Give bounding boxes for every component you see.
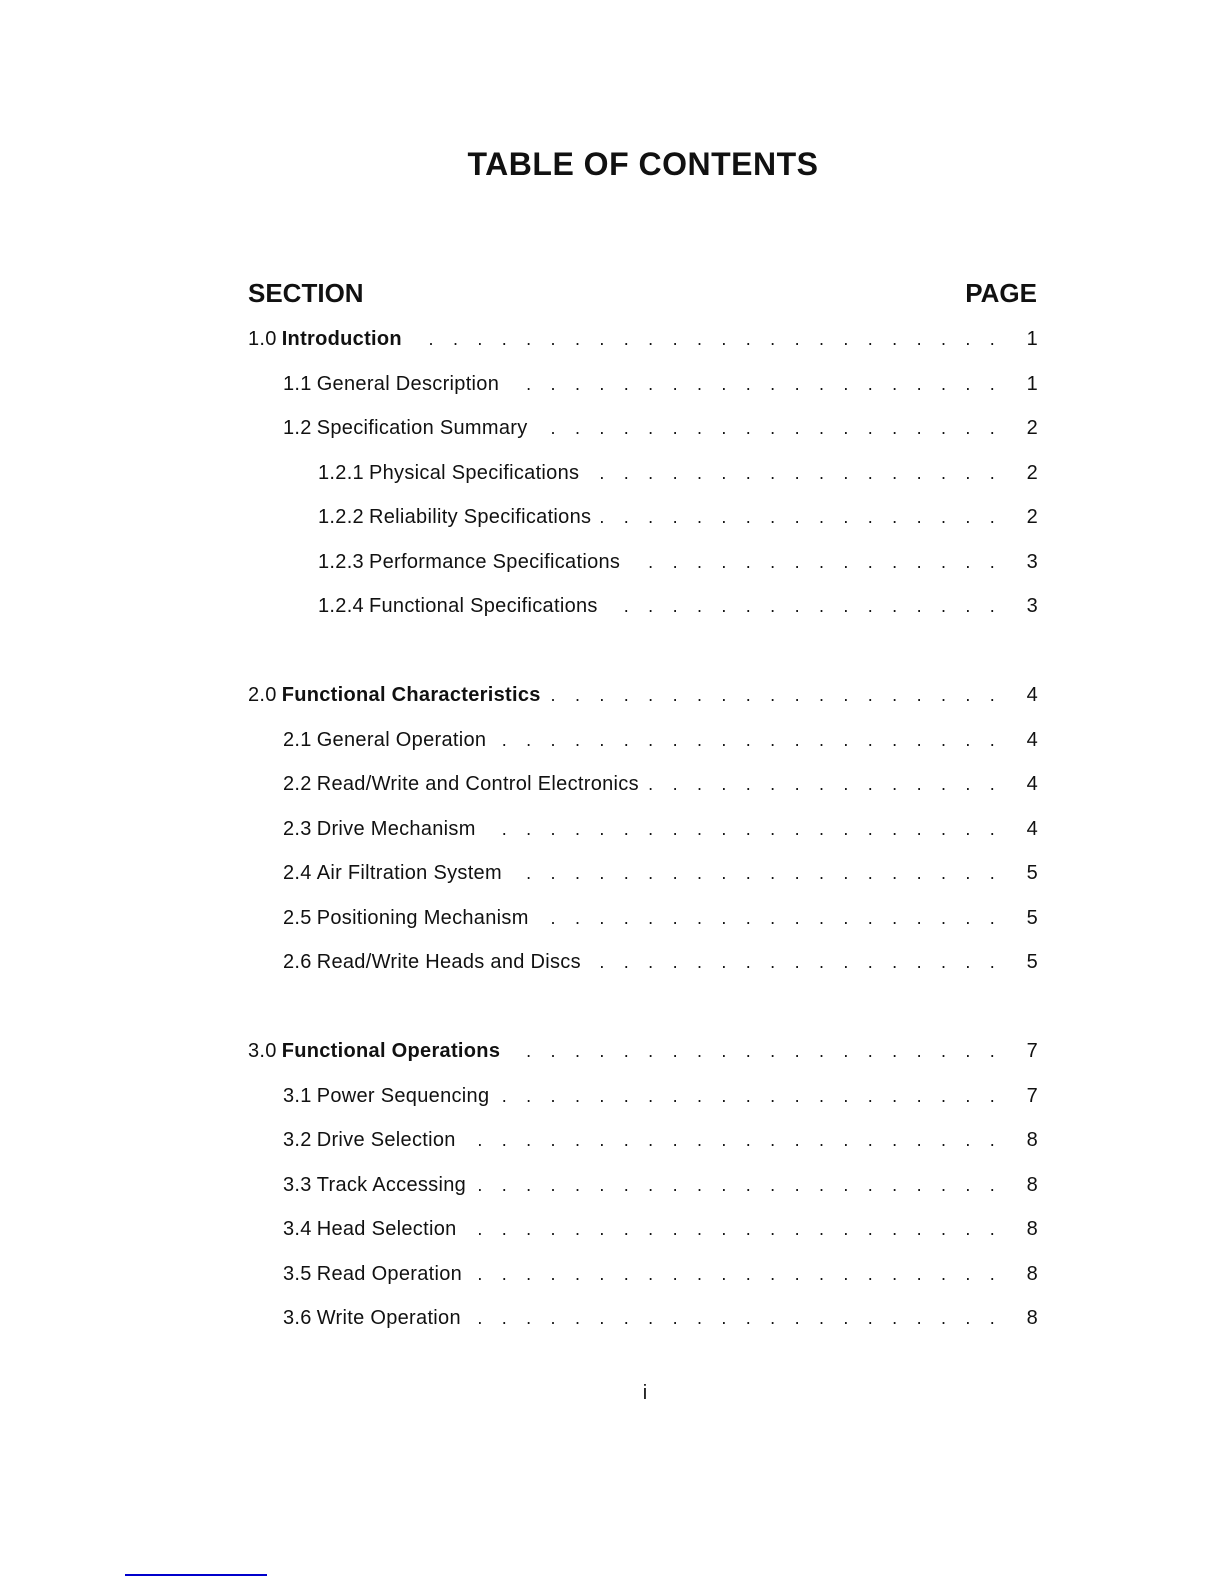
- toc-entry[interactable]: [248, 1129, 1038, 1174]
- leader-dots: [465, 1219, 1002, 1240]
- leader-dots: [464, 1130, 1002, 1151]
- leader-dots: [510, 863, 1002, 884]
- entry-number: 1.0: [248, 328, 277, 350]
- entry-number: 2.3: [283, 817, 312, 840]
- entry-page: 2: [1026, 417, 1038, 439]
- entry-page: 3: [1026, 550, 1038, 573]
- toc-entry[interactable]: [248, 862, 1038, 907]
- entry-number: 2.2: [283, 773, 312, 795]
- entry-title: Positioning Mechanism: [316, 906, 529, 929]
- entry-number: 3.3: [283, 1173, 312, 1196]
- entry-page: 7: [1026, 1040, 1038, 1062]
- entry-number: 1.2.2: [318, 506, 364, 528]
- toc-entry[interactable]: [248, 595, 1038, 640]
- entry-number: 3.6: [283, 1307, 312, 1329]
- entry-page: 4: [1026, 728, 1038, 751]
- entry-title: Physical Specifications: [368, 461, 580, 484]
- leader-dots: [536, 418, 1002, 439]
- entry-number: 1.2.1: [318, 461, 364, 484]
- entry-title: General Description: [316, 372, 500, 395]
- leader-dots: [497, 1086, 1002, 1107]
- page-title: TABLE OF CONTENTS: [467, 146, 819, 182]
- toc-entry[interactable]: [248, 773, 1038, 818]
- leader-dots: [507, 374, 1002, 395]
- entry-number: 2.4: [283, 862, 312, 884]
- entry-page: 1: [1026, 372, 1038, 395]
- entry-title: Functional Specifications: [368, 595, 598, 617]
- toc-list: [248, 328, 1038, 1396]
- entry-page: 7: [1026, 1084, 1038, 1107]
- entry-title: Write Operation: [316, 1307, 461, 1329]
- leader-dots: [628, 552, 1002, 573]
- entry-number: 1.2: [283, 417, 312, 439]
- leader-dots: [494, 730, 1002, 751]
- leader-dots: [589, 952, 1002, 973]
- entry-number: 3.4: [283, 1218, 312, 1240]
- entry-page: 5: [1026, 906, 1038, 929]
- entry-title: Air Filtration System: [316, 862, 502, 884]
- toc-section-group: [248, 1040, 1038, 1352]
- leader-dots: [474, 1175, 1002, 1196]
- toc-entry[interactable]: [248, 506, 1038, 551]
- entry-title: Head Selection: [316, 1218, 457, 1240]
- entry-number: 3.5: [283, 1262, 312, 1285]
- entry-title: Read Operation: [316, 1262, 463, 1285]
- page-column-header: PAGE: [965, 278, 1037, 308]
- toc-entry[interactable]: [248, 684, 1038, 729]
- entry-number: 1.2.4: [318, 595, 364, 617]
- leader-dots: [606, 596, 1002, 617]
- toc-entry[interactable]: [248, 818, 1038, 863]
- entry-page: 4: [1026, 684, 1038, 706]
- leader-dots: [410, 329, 1002, 350]
- entry-page: 2: [1026, 461, 1038, 484]
- entry-page: 4: [1026, 773, 1038, 795]
- entry-number: 2.6: [283, 951, 312, 973]
- bottom-rule: [125, 1574, 267, 1576]
- toc-entry[interactable]: [248, 951, 1038, 996]
- entry-page: 8: [1026, 1218, 1038, 1240]
- leader-dots: [647, 774, 1002, 795]
- toc-entry[interactable]: [248, 328, 1038, 373]
- leader-dots: [508, 1041, 1002, 1062]
- toc-entry[interactable]: [248, 729, 1038, 774]
- toc-entry[interactable]: [248, 417, 1038, 462]
- entry-title: Introduction: [281, 328, 402, 350]
- section-column-header: SECTION: [248, 278, 364, 308]
- entry-page: 8: [1026, 1173, 1038, 1196]
- entry-title: Performance Specifications: [368, 550, 621, 573]
- entry-number: 2.5: [283, 906, 312, 929]
- toc-entry[interactable]: [248, 551, 1038, 596]
- entry-title: Power Sequencing: [316, 1084, 490, 1107]
- entry-title: General Operation: [316, 728, 487, 751]
- leader-dots: [470, 1264, 1002, 1285]
- entry-page: 8: [1026, 1129, 1038, 1151]
- entry-title: Reliability Specifications: [368, 506, 592, 528]
- toc-entry[interactable]: [248, 907, 1038, 952]
- entry-title: Specification Summary: [316, 417, 528, 439]
- entry-title: Read/Write Heads and Discs: [316, 951, 581, 973]
- toc-entry[interactable]: [248, 1040, 1038, 1085]
- entry-number: 3.2: [283, 1129, 312, 1151]
- entry-title: Track Accessing: [316, 1173, 467, 1196]
- toc-section-group: [248, 684, 1038, 996]
- toc-entry[interactable]: [248, 373, 1038, 418]
- toc-entry[interactable]: [248, 1174, 1038, 1219]
- entry-title: Drive Mechanism: [316, 817, 476, 840]
- entry-page: 8: [1026, 1262, 1038, 1285]
- entry-title: Functional Characteristics: [281, 684, 541, 706]
- entry-number: 1.2.3: [318, 550, 364, 573]
- entry-number: 1.1: [283, 372, 312, 395]
- entry-number: 3.1: [283, 1084, 312, 1107]
- leader-dots: [484, 819, 1002, 840]
- leader-dots: [599, 507, 1002, 528]
- entry-page: 5: [1026, 951, 1038, 973]
- toc-entry[interactable]: [248, 1218, 1038, 1263]
- entry-page: 4: [1026, 817, 1038, 840]
- entry-page: 8: [1026, 1307, 1038, 1329]
- entry-number: 2.1: [283, 728, 312, 751]
- leader-dots: [587, 463, 1002, 484]
- entry-page: 5: [1026, 862, 1038, 884]
- entry-title: Drive Selection: [316, 1129, 456, 1151]
- toc-entry[interactable]: [248, 1085, 1038, 1130]
- toc-entry[interactable]: [248, 462, 1038, 507]
- entry-number: 3.0: [248, 1040, 277, 1062]
- entry-page: 2: [1026, 506, 1038, 528]
- page-number: i: [642, 1382, 648, 1404]
- entry-page: 1: [1026, 328, 1038, 350]
- leader-dots: [549, 685, 1002, 706]
- toc-section-group: [248, 328, 1038, 640]
- toc-entry[interactable]: [248, 1307, 1038, 1352]
- entry-page: 3: [1026, 595, 1038, 617]
- entry-title: Read/Write and Control Electronics: [316, 773, 639, 795]
- entry-number: 2.0: [248, 684, 277, 706]
- leader-dots: [469, 1308, 1002, 1329]
- leader-dots: [537, 908, 1002, 929]
- toc-entry[interactable]: [248, 1263, 1038, 1308]
- entry-title: Functional Operations: [281, 1040, 501, 1062]
